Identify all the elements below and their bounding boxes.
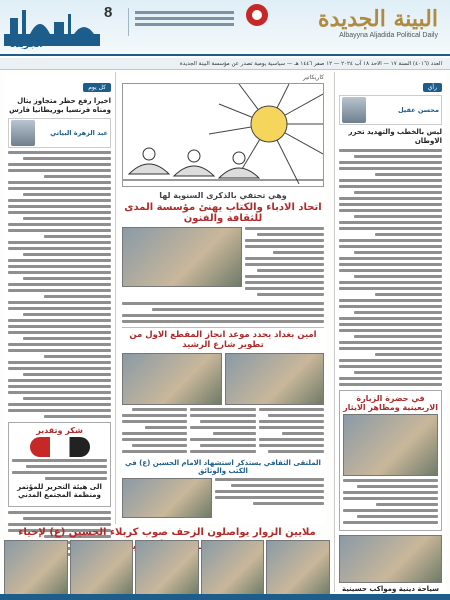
- center-headline-main: اتحاد الادباء والكتاب يهنئ مؤسسة المدى للثقافة والفنون: [124, 202, 322, 224]
- right-bottom-caption: سياحة دينية ومواكب حسينية: [341, 584, 440, 593]
- right-column-feature-box: [339, 390, 442, 531]
- pilgrims-photo-3: [135, 540, 199, 596]
- left-author-photo: [11, 120, 35, 146]
- center-bottom-photo: [122, 478, 212, 518]
- right-column-body: [339, 149, 442, 386]
- masthead-badge-icon: [246, 4, 268, 26]
- center-headline-tertiary: الملتقى الثقافي يستذكر استشهاد الامام الحسين (ع) في الكتب والوثائق: [125, 459, 321, 475]
- center-column: [120, 72, 326, 524]
- right-column: [334, 72, 446, 592]
- right-author-photo: [342, 97, 366, 123]
- thanks-box: [8, 422, 111, 508]
- right-bottom-photo: [339, 535, 442, 583]
- street-photo-2: [122, 353, 222, 405]
- right-box-headline: في حضرة الزيارة الاربعينية ومظاهر الايثار: [343, 393, 438, 412]
- issue-number: 8: [104, 4, 113, 21]
- bottom-headline: ملايين الزوار يواصلون الزحف صوب كربلاء الحسين (ع) لإحياء: [18, 527, 316, 538]
- newspaper-title: البينة الجديدة: [318, 6, 438, 32]
- pilgrims-photo-2: [201, 540, 265, 596]
- left-column-tag: كل يوم: [83, 83, 111, 92]
- center-columns-text: [122, 408, 324, 456]
- newspaper-latin-tagline: Albayyna Aljadida Political Daily: [339, 32, 438, 39]
- street-photo-1: [225, 353, 325, 405]
- right-column-tag: رأي: [423, 83, 442, 92]
- thanks-box-title: شكر وتقدير: [36, 425, 83, 435]
- left-author-box: [8, 118, 111, 148]
- masthead-info-block: [128, 8, 240, 36]
- bottom-feature: [4, 526, 330, 598]
- footer-bar: [0, 594, 450, 600]
- pilgrims-photo-4: [70, 540, 134, 596]
- center-street-row: [122, 353, 324, 405]
- center-story-text-2: [122, 302, 324, 323]
- center-story-text: [245, 227, 324, 299]
- thanks-box-caption: الى هيئة التحرير للمؤتمر ومنظمة المجتمع المدني: [17, 482, 102, 500]
- left-column-headline: اخيرا رفع حظر متجاوز يتال ومناه فرنسيا بوريطانيا فارس: [9, 97, 111, 114]
- center-headline-secondary: امين بغداد يحدد موعد انجاز المقطع الاول من تطوير شارع الرشيد: [122, 327, 324, 350]
- right-box-photo: [343, 414, 438, 476]
- right-column-headline: ليس بالخطب والتهديد تحرر الاوطان: [348, 128, 442, 145]
- left-column: [4, 72, 116, 524]
- center-bottom-row: [122, 478, 324, 518]
- bottom-photo-strip: [4, 540, 330, 596]
- right-author-box: [339, 95, 442, 125]
- center-story-row: [122, 227, 324, 299]
- center-headline-kicker: وهي تحتفي بالذكرى السنوية لها: [159, 191, 287, 200]
- pilgrims-photo-5: [4, 540, 68, 596]
- emblem-icon: [30, 437, 90, 457]
- masthead: [0, 0, 450, 56]
- left-author-name: عبد الزهرة البياتي: [50, 128, 108, 137]
- sub-brand-logo: الجريدة: [10, 40, 43, 50]
- dateline: العدد (٤٠١٦) السنة ١٧ — الاحد ١٨ آب ٢٠٢٤ — ١٢ صفر ١٤٤٦ هـ — سياسية يومية تصدر عن مؤسسة البينة الجديدة: [0, 58, 450, 70]
- cartoon-illustration: [122, 83, 324, 187]
- cartoon-label: كاريكاتير: [302, 74, 324, 81]
- pilgrims-photo-1: [266, 540, 330, 596]
- right-author-name: محسن عقيل: [397, 106, 439, 114]
- cartoon-sun-icon: [122, 84, 323, 187]
- center-story-photo: [122, 227, 242, 287]
- left-column-body: [8, 151, 111, 418]
